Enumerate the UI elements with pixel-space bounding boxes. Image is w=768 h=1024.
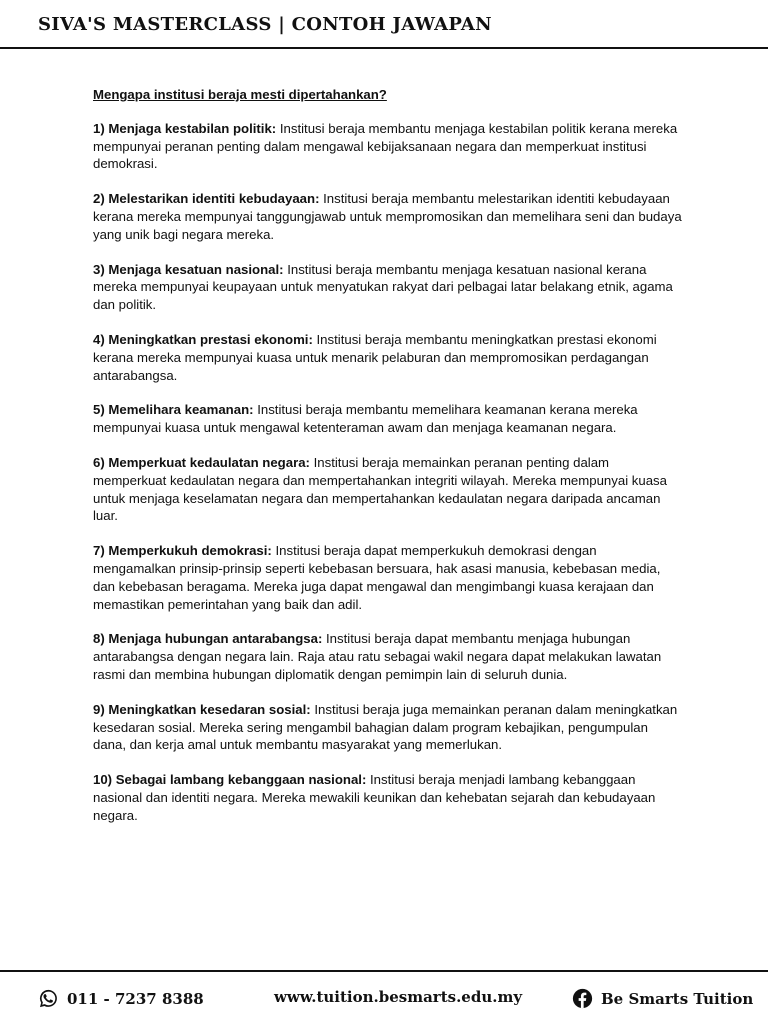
answer-point-8	[93, 630, 683, 683]
document-body	[93, 86, 683, 842]
page-header	[0, 0, 768, 50]
point-text: Institusi beraja juga memainkan peranan dalam meningkatkan kesedaran sosial. Mereka sering mengambil bahagian dalam program kebajikan, pengumpulan dana, dan kerja amal untuk membantu masyarakat yang memerlukan.	[93, 701, 678, 753]
point-text: Institusi beraja membantu memelihara keamanan kerana mereka mempunyai kuasa untuk mengawal ketenteraman awam dan menjaga keamanan negara.	[93, 402, 638, 436]
point-text: Institusi beraja dapat membantu menjaga hubungan antarabangsa dengan negara lain. Raja atau ratu sebagai wakil negara dapat melakukan lawatan rasmi dan membina hubungan diplomatik dengan pemimpin lain di seluruh dunia.	[93, 631, 662, 682]
point-title: 4) Meningkatkan prestasi ekonomi:	[93, 331, 313, 347]
footer-divider	[0, 970, 768, 972]
footer-facebook[interactable]	[572, 988, 753, 1009]
point-text: Institusi beraja membantu melestarikan identiti kebudayaan kerana mereka mempunyai tanggungjawab untuk mempromosikan dan memelihara seni dan budaya yang unik bagi negara mereka.	[93, 191, 682, 242]
question-heading: Mengapa institusi beraja mesti dipertahankan?	[93, 87, 387, 102]
website-link[interactable]: www.tuition.besmarts.edu.my	[274, 988, 523, 1006]
point-title: 1) Menjaga kestabilan politik:	[93, 120, 277, 136]
whatsapp-icon	[38, 988, 59, 1009]
header-divider	[0, 47, 768, 49]
answer-point-10	[93, 771, 683, 824]
answer-point-7	[93, 542, 683, 613]
point-title: 8) Menjaga hubungan antarabangsa:	[93, 631, 323, 647]
point-text: Institusi beraja membantu menjaga kestabilan politik kerana mereka mempunyai peranan penting dalam mengawal kebijaksanaan negara dan memperkuat institusi demokrasi.	[93, 120, 678, 172]
answer-point-6	[93, 454, 683, 525]
point-text: Institusi beraja dapat memperkukuh demokrasi dengan mengamalkan prinsip-prinsip seperti kebebasan bersuara, hak asasi manusia, kebebasan media, dan kebebasan beragama. Mereka juga dapat mengawal dan mengimbangi kuasa kerajaan dan memastikan pemerintahan yang baik dan adil.	[93, 543, 661, 612]
point-title: 7) Memperkukuh demokrasi:	[93, 543, 272, 559]
point-title: 6) Memperkuat kedaulatan negara:	[93, 454, 310, 470]
facebook-page-name[interactable]: Be Smarts Tuition	[601, 989, 754, 1008]
answer-point-5	[93, 401, 683, 437]
point-text: Institusi beraja memainkan peranan penting dalam memperkuat kedaulatan negara dan mempertahankan integriti wilayah. Mereka mempunyai kuasa untuk menjaga keselamatan negara dan mempertahankan kedaulatan negara daripada ancaman luar.	[93, 454, 667, 524]
footer-phone	[38, 988, 204, 1009]
answer-point-4	[93, 331, 683, 384]
answer-point-1	[93, 120, 683, 173]
point-title: 5) Memelihara keamanan:	[93, 402, 254, 418]
answer-point-3	[93, 261, 683, 314]
phone-number: 011 - 7237 8388	[67, 989, 204, 1008]
point-title: 9) Meningkatkan kesedaran sosial:	[93, 701, 311, 717]
point-text: Institusi beraja membantu meningkatkan prestasi ekonomi kerana mereka mempunyai kuasa untuk menarik pelaburan dan mempromosikan perdagangan antarabangsa.	[93, 331, 657, 383]
point-text: Institusi beraja menjadi lambang kebanggaan nasional dan identiti negara. Mereka mewakili keunikan dan kehebatan sejarah dan kebudayaan negara.	[93, 772, 656, 823]
header-title: SIVA'S MASTERCLASS | CONTOH JAWAPAN	[38, 14, 492, 35]
point-title: 2) Melestarikan identiti kebudayaan:	[93, 191, 320, 207]
point-title: 10) Sebagai lambang kebanggaan nasional:	[93, 772, 367, 788]
answer-point-9	[93, 701, 683, 754]
answer-point-2	[93, 190, 683, 243]
footer-website[interactable]	[274, 988, 522, 1006]
point-text: Institusi beraja membantu menjaga kesatuan nasional kerana mereka mempunyai keupayaan untuk menyatukan rakyat dari pelbagai latar belakang etnik, agama dan politik.	[93, 261, 673, 313]
facebook-icon	[572, 988, 593, 1009]
point-title: 3) Menjaga kesatuan nasional:	[93, 261, 284, 277]
